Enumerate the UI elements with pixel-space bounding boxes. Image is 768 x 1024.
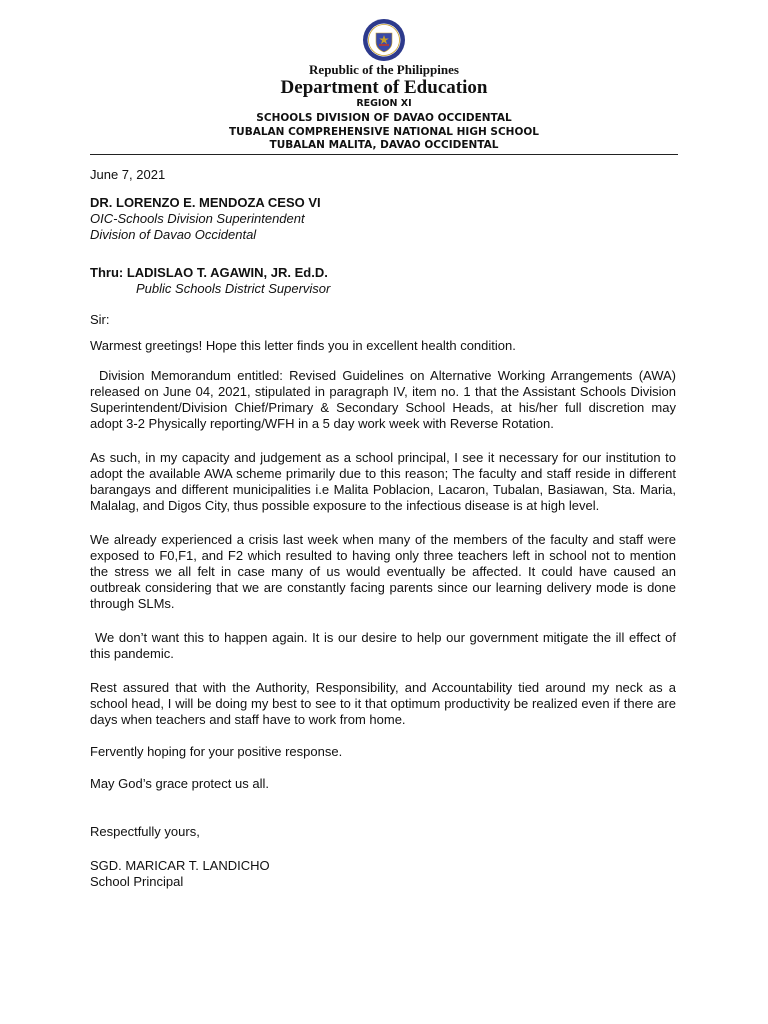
letterhead-division: SCHOOLS DIVISION OF DAVAO OCCIDENTAL xyxy=(256,112,512,124)
letter-body xyxy=(90,167,676,890)
paragraph-greeting: Warmest greetings! Hope this letter finds you in excellent health condition. xyxy=(90,338,516,353)
signatory-title: School Principal xyxy=(90,874,184,889)
deped-seal-icon xyxy=(362,18,406,62)
salutation: Sir: xyxy=(90,312,110,327)
closing: Respectfully yours, xyxy=(90,824,200,839)
paragraph-desire: We don’t want this to happen again. It is our desire to help our government mitigate the ill effect of this pandemic. xyxy=(90,630,676,661)
paragraph-memorandum: Division Memorandum entitled: Revised Guidelines on Alternative Working Arrangements (AWA) released on June 04, 2021, stipulated in paragraph IV, item no. 1 that the Assistant Schools Division Superintendent/Division Chief/Primary & Secondary School Heads, at his/her full discretion may adopt 3-2 Physically reporting/WFH in a 5 day work week with Reverse Rotation. xyxy=(90,368,676,431)
thru-title: Public Schools District Supervisor xyxy=(136,281,331,296)
paragraph-reason: As such, in my capacity and judgement as a school principal, I see it necessary for our institution to adopt the available AWA scheme primarily due to this reason; The faculty and staff reside in different barangays and different municipalities i.e Malita Poblacion, Lacaron, Tubalan, Basiawan, Sta. Maria, Malalag, and Digos City, thus possible exposure to the infectious disease is at high level. xyxy=(90,450,676,513)
letterhead-school: TUBALAN COMPREHENSIVE NATIONAL HIGH SCHOOL xyxy=(229,126,539,138)
paragraph-crisis: We already experienced a crisis last week when many of the members of the faculty and staff were exposed to F0,F1, and F2 which resulted to having only three teachers left in school not to mention the stress we all felt in case many of us would eventually be affected. It could have caused an outbreak considering that we are constantly facing parents since our learning delivery mode is done through SLMs. xyxy=(90,532,676,611)
thru-line: Thru: LADISLAO T. AGAWIN, JR. Ed.D. xyxy=(90,265,328,280)
letterhead-address: TUBALAN MALITA, DAVAO OCCIDENTAL xyxy=(269,139,499,151)
paragraph-blessing: May God’s grace protect us all. xyxy=(90,776,269,791)
letterhead-department: Department of Education xyxy=(280,77,488,98)
signatory-name: SGD. MARICAR T. LANDICHO xyxy=(90,858,270,873)
header-divider xyxy=(90,154,678,155)
letter-date: June 7, 2021 xyxy=(90,167,166,182)
letterhead-republic: Republic of the Philippines xyxy=(309,62,459,77)
paragraph-assurance: Rest assured that with the Authority, Responsibility, and Accountability tied around my neck as a school head, I will be doing my best to see to it that optimum productivity be realized even if there are days when teachers and staff have to work from home. xyxy=(90,680,676,727)
recipient-office: Division of Davao Occidental xyxy=(90,227,257,242)
recipient-title: OIC-Schools Division Superintendent xyxy=(90,211,305,226)
recipient-name: DR. LORENZO E. MENDOZA CESO VI xyxy=(90,195,321,210)
letterhead-region: REGION XI xyxy=(356,98,412,109)
paragraph-hoping: Fervently hoping for your positive response. xyxy=(90,744,343,759)
